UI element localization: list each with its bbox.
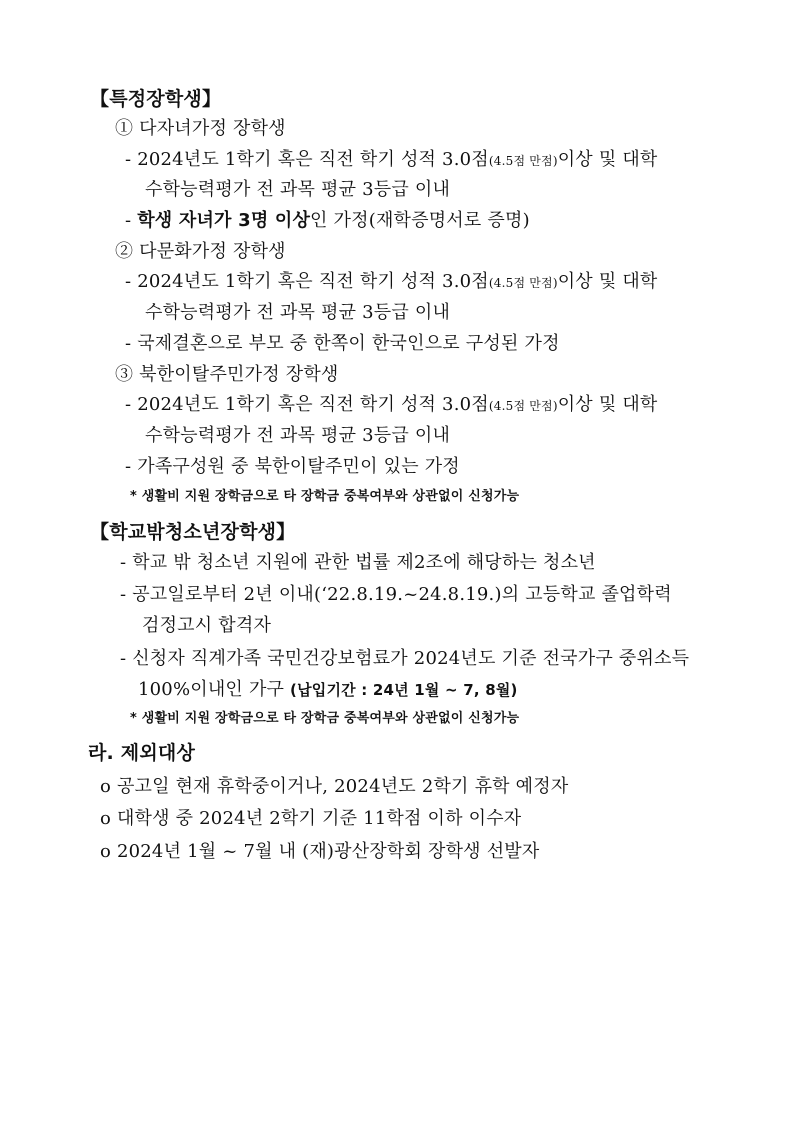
grade-scale: (4.5점 만점) [488,276,558,290]
grade-scale: (4.5점 만점) [488,154,558,168]
grade-text-tail: 이상 및 대학 [557,271,658,292]
multi-child-grade-line [125,151,658,169]
youth-note: * 생활비 지원 장학금으로 타 장학금 중복여부와 상관없이 신청가능 [130,711,520,726]
multi-child-condition [125,212,530,230]
grade-text: - 2024년도 1학기 혹은 직전 학기 성적 3.0점 [125,394,489,415]
defector-title: ③ 북한이탈주민가정 장학생 [115,364,339,385]
multicultural-condition: - 국제결혼으로 부모 중 한쪽이 한국인으로 구성된 가정 [125,333,560,354]
multicultural-grade-cont: 수학능력평가 전 과목 평균 3등급 이내 [145,302,451,323]
defector-grade-cont: 수학능력평가 전 과목 평균 3등급 이내 [145,425,451,446]
youth-item-2-cont: 검정고시 합격자 [142,615,272,636]
grade-text-tail: 이상 및 대학 [557,149,658,170]
dash: - [125,210,138,231]
child-condition-rest: 인 가정(재학증명서로 증명) [310,210,530,231]
multi-child-grade-cont: 수학능력평가 전 과목 평균 3등급 이내 [145,179,451,200]
income-criteria: 100%이내인 가구 [138,679,285,700]
multi-child-title: ① 다자녀가정 장학생 [115,118,286,139]
exclusion-item: o 공고일 현재 휴학중이거나, 2024년도 2학기 휴학 예정자 [100,776,569,797]
exclusion-item: o 2024년 1월 ~ 7월 내 (재)광산장학회 장학생 선발자 [100,841,540,862]
youth-item-3-cont [138,681,518,699]
child-count-emphasis: 학생 자녀가 3명 이상 [137,210,311,231]
special-note: * 생활비 지원 장학금으로 타 장학금 중복여부와 상관없이 신청가능 [130,489,520,504]
youth-item-1: - 학교 밖 청소년 지원에 관한 법률 제2조에 해당하는 청소년 [120,552,596,573]
youth-scholar-heading: 【학교밖청소년장학생】 [90,521,296,543]
grade-text: - 2024년도 1학기 혹은 직전 학기 성적 3.0점 [125,271,489,292]
youth-item-3: - 신청자 직계가족 국민건강보험료가 2024년도 기준 전국가구 중위소득 [120,648,690,669]
special-scholar-heading: 【특정장학생】 [90,88,222,110]
multicultural-grade-line [125,273,658,291]
grade-text: - 2024년도 1학기 혹은 직전 학기 성적 3.0점 [125,149,489,170]
defector-grade-line [125,396,658,414]
exclusion-item: o 대학생 중 2024년 2학기 기준 11학점 이하 이수자 [100,808,522,829]
grade-text-tail: 이상 및 대학 [557,394,658,415]
defector-condition: - 가족구성원 중 북한이탈주민이 있는 가정 [125,456,460,477]
youth-item-2: - 공고일로부터 2년 이내(‘22.8.19.~24.8.19.)의 고등학교 졸업학력 [120,584,672,605]
grade-scale: (4.5점 만점) [488,399,558,413]
exclusion-heading: 라. 제외대상 [88,742,196,764]
multicultural-title: ② 다문화가정 장학생 [115,241,286,262]
payment-period: (납입기간 : 24년 1월 ~ 7, 8월) [290,681,518,699]
